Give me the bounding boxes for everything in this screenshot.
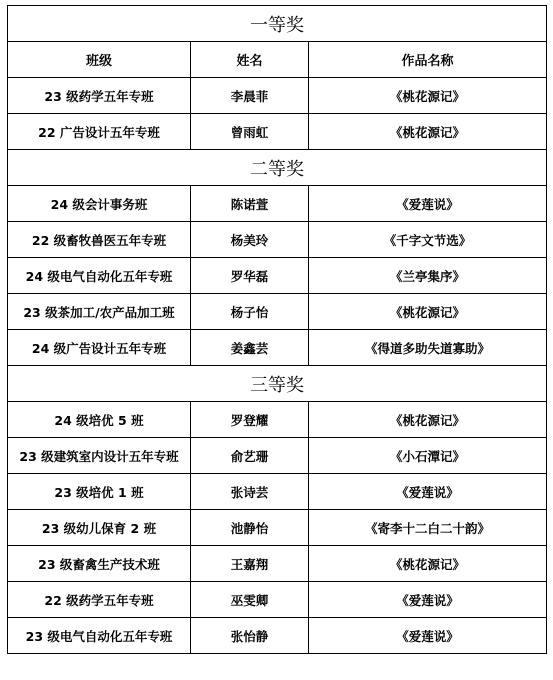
cell-name: 巫雯卿 <box>191 582 309 618</box>
cell-work: 《桃花源记》 <box>309 114 547 150</box>
cell-work: 《桃花源记》 <box>309 402 547 438</box>
cell-name: 姜鑫芸 <box>191 330 309 366</box>
table-row <box>8 330 547 366</box>
cell-name: 曾雨虹 <box>191 114 309 150</box>
header-class: 班级 <box>8 42 191 78</box>
cell-work: 《桃花源记》 <box>309 78 547 114</box>
table-row <box>8 474 547 510</box>
table-row <box>8 618 547 654</box>
cell-class: 23 级幼儿保育 2 班 <box>8 510 191 546</box>
cell-name: 池静怡 <box>191 510 309 546</box>
cell-name: 张诗芸 <box>191 474 309 510</box>
cell-work: 《寄李十二白二十韵》 <box>309 510 547 546</box>
section-header-first-prize <box>8 6 547 42</box>
cell-class: 24 级会计事务班 <box>8 186 191 222</box>
table-row <box>8 402 547 438</box>
header-work: 作品名称 <box>309 42 547 78</box>
cell-name: 陈诺萱 <box>191 186 309 222</box>
table-row <box>8 186 547 222</box>
cell-class: 24 级广告设计五年专班 <box>8 330 191 366</box>
section-title: 三等奖 <box>8 366 547 402</box>
cell-work: 《桃花源记》 <box>309 294 547 330</box>
table-row <box>8 582 547 618</box>
cell-work: 《爱莲说》 <box>309 186 547 222</box>
cell-work: 《爱莲说》 <box>309 582 547 618</box>
cell-name: 张怡静 <box>191 618 309 654</box>
table-row <box>8 114 547 150</box>
cell-class: 23 级培优 1 班 <box>8 474 191 510</box>
cell-work: 《千字文节选》 <box>309 222 547 258</box>
table-row <box>8 258 547 294</box>
cell-work: 《爱莲说》 <box>309 618 547 654</box>
cell-name: 罗登耀 <box>191 402 309 438</box>
header-name: 姓名 <box>191 42 309 78</box>
section-header-second-prize <box>8 150 547 186</box>
cell-work: 《得道多助失道寡助》 <box>309 330 547 366</box>
table-row <box>8 222 547 258</box>
table-row <box>8 510 547 546</box>
cell-class: 23 级畜禽生产技术班 <box>8 546 191 582</box>
cell-class: 22 级药学五年专班 <box>8 582 191 618</box>
cell-name: 杨子怡 <box>191 294 309 330</box>
cell-name: 俞艺珊 <box>191 438 309 474</box>
cell-class: 23 级电气自动化五年专班 <box>8 618 191 654</box>
cell-name: 王嘉翔 <box>191 546 309 582</box>
cell-class: 23 级药学五年专班 <box>8 78 191 114</box>
cell-class: 23 级建筑室内设计五年专班 <box>8 438 191 474</box>
column-header-row <box>8 42 547 78</box>
table-row <box>8 78 547 114</box>
cell-class: 22 级畜牧兽医五年专班 <box>8 222 191 258</box>
cell-name: 杨美玲 <box>191 222 309 258</box>
section-header-third-prize <box>8 366 547 402</box>
section-title: 二等奖 <box>8 150 547 186</box>
cell-class: 22 广告设计五年专班 <box>8 114 191 150</box>
cell-class: 23 级茶加工/农产品加工班 <box>8 294 191 330</box>
section-title: 一等奖 <box>8 6 547 42</box>
table-row <box>8 438 547 474</box>
table-row <box>8 294 547 330</box>
cell-work: 《爱莲说》 <box>309 474 547 510</box>
table-row <box>8 546 547 582</box>
award-table-body <box>8 6 547 654</box>
award-table <box>7 5 547 654</box>
cell-class: 24 级电气自动化五年专班 <box>8 258 191 294</box>
cell-work: 《桃花源记》 <box>309 546 547 582</box>
cell-work: 《兰亭集序》 <box>309 258 547 294</box>
cell-name: 罗华磊 <box>191 258 309 294</box>
cell-name: 李晨菲 <box>191 78 309 114</box>
cell-class: 24 级培优 5 班 <box>8 402 191 438</box>
cell-work: 《小石潭记》 <box>309 438 547 474</box>
